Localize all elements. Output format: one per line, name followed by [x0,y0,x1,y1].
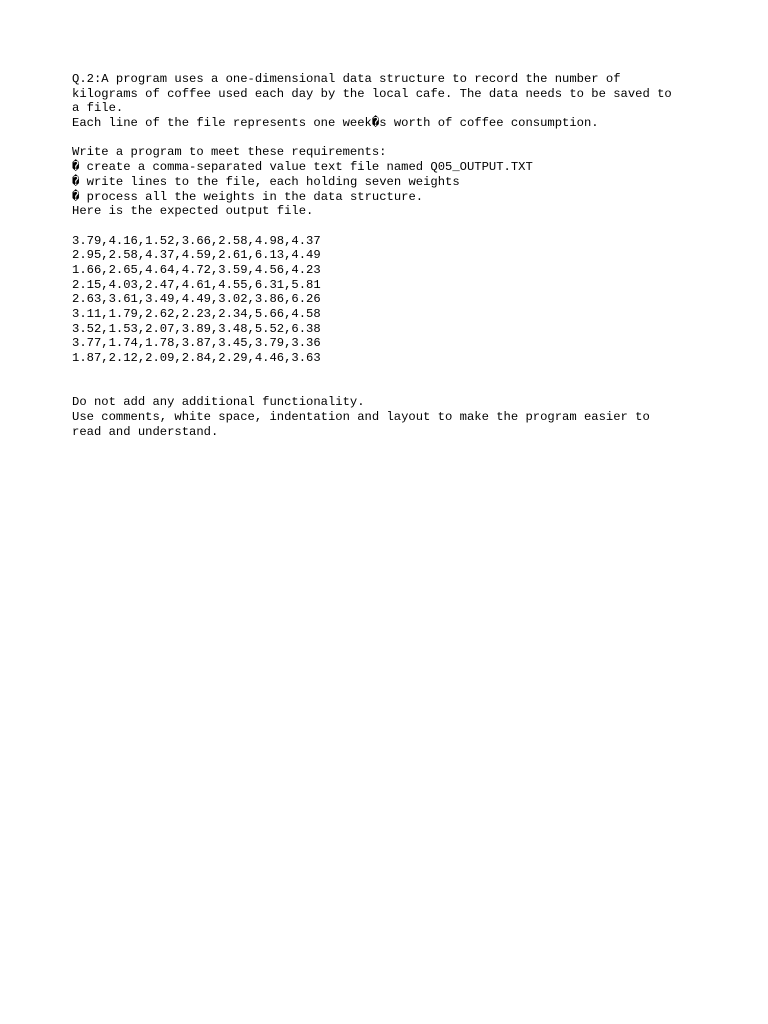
requirements-intro: Write a program to meet these requirements: [72,145,387,160]
output-row: 1.66,2.65,4.64,4.72,3.59,4.56,4.23 [72,262,321,277]
expected-output-block [72,234,712,366]
requirement-item: � create a comma-separated value text file named Q05_OUTPUT.TXT [72,160,533,175]
output-intro: Here is the expected output file. [72,204,314,219]
output-row: 3.79,4.16,1.52,3.66,2.58,4.98,4.37 [72,233,321,248]
requirement-item: � process all the weights in the data structure. [72,189,424,204]
spacer [72,219,712,234]
question-line: a file. [72,101,124,116]
output-row: 2.15,4.03,2.47,4.61,4.55,6.31,5.81 [72,277,321,292]
closing-instructions [72,395,712,439]
document-page [72,72,712,439]
output-row: 2.63,3.61,3.49,4.49,3.02,3.86,6.26 [72,292,321,307]
question-line: Q.2:A program uses a one-dimensional data structure to record the number of [72,72,621,86]
spacer [72,380,712,395]
spacer [72,131,712,146]
output-row: 2.95,2.58,4.37,4.59,2.61,6.13,4.49 [72,248,321,263]
closing-line: Do not add any additional functionality. [72,395,365,410]
output-row: 1.87,2.12,2.09,2.84,2.29,4.46,3.63 [72,351,321,366]
output-row: 3.77,1.74,1.78,3.87,3.45,3.79,3.36 [72,336,321,351]
output-row: 3.52,1.53,2.07,3.89,3.48,5.52,6.38 [72,321,321,336]
requirements-section [72,145,712,218]
closing-line: Use comments, white space, indentation and layout to make the program easier to [72,409,650,424]
output-row: 3.11,1.79,2.62,2.23,2.34,5.66,4.58 [72,307,321,321]
question-text [72,72,712,131]
question-line: Each line of the file represents one week�s worth of coffee consumption. [72,116,599,131]
question-line: kilograms of coffee used each day by the local cafe. The data needs to be saved to [72,86,672,101]
closing-line: read and understand. [72,424,219,439]
spacer [72,366,712,381]
requirement-item: � write lines to the file, each holding seven weights [72,174,460,189]
